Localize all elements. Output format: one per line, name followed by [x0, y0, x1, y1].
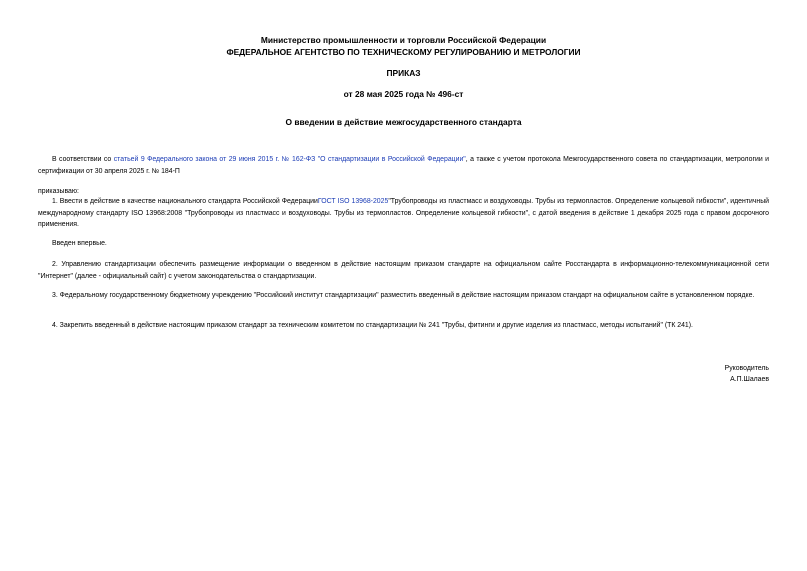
intro-note: Введен впервые.	[52, 240, 107, 247]
ministry-title: Министерство промышленности и торговли Российской Федерации	[260, 35, 547, 45]
document-type: ПРИКАЗ	[386, 68, 421, 78]
article-link[interactable]: статьей 9 Федерального закона от 29 июня 2015 г. № 162-ФЗ	[113, 156, 316, 163]
agency-title: ФЕДЕРАЛЬНОЕ АГЕНТСТВО ПО ТЕХНИЧЕСКОМУ РЕГУЛИРОВАНИЮ И МЕТРОЛОГИИ	[226, 47, 581, 57]
order-item-1	[38, 196, 769, 231]
law-link[interactable]: "О стандартизации в Российской Федерации"	[317, 156, 466, 163]
standard-link[interactable]: ГОСТ ISO 13968-2025	[317, 198, 389, 205]
signature-title: Руководитель	[724, 365, 769, 372]
basis-suffix: , а также с учетом протокола Межгосударственного совета по стандартизации, метрологии и сертификации от 30 апреля 2025 г. № 184-П	[38, 156, 769, 175]
document-date-number: от 28 мая 2025 года № 496-ст	[343, 89, 464, 99]
item1-prefix: 1. Ввести в действие в качестве национального стандарта Российской Федерации	[52, 198, 318, 205]
document-subject: О введении в действие межгосударственного стандарта	[285, 117, 522, 127]
document-page	[38, 0, 769, 571]
orders-label: приказываю:	[38, 188, 79, 195]
order-item-4: 4. Закрепить введенный в действие настоящим приказом стандарт за техническим комитетом по стандартизации № 241 "Трубы, фитинги и другие изделия из пластмасс, методы испытаний" (ТК 241).	[52, 322, 693, 329]
order-item-3: 3. Федеральному государственному бюджетному учреждению "Российский институт стандартизации" разместить введенный в действие настоящим приказом стандарт на официальном сайте в установленном порядке.	[52, 292, 755, 299]
basis-prefix: В соответствии со	[52, 156, 114, 163]
order-item-2: 2. Управлению стандартизации обеспечить размещение информации о введенном в действие настоящим приказом стандарте на официальном сайте Росстандарта в информационно-телекоммуникационной сети "Интернет" (далее - официальный сайт) с учетом законодательства о стандартизации.	[38, 261, 769, 280]
signature-name: А.П.Шалаев	[730, 376, 769, 383]
item1-suffix: "Трубопроводы из пластмасс и воздуховоды. Трубы из термопластов. Определение кольцевой гибкости", идентичный международному стандарту ISO 13968:2008 "Трубопроводы из пластмасс и воздуховоды. Трубы из термопластов. Определение кольцевой гибкости", с датой введения в действие 1 декабря 2025 года с правом досрочного применения.	[38, 198, 769, 228]
basis-paragraph	[38, 154, 769, 177]
